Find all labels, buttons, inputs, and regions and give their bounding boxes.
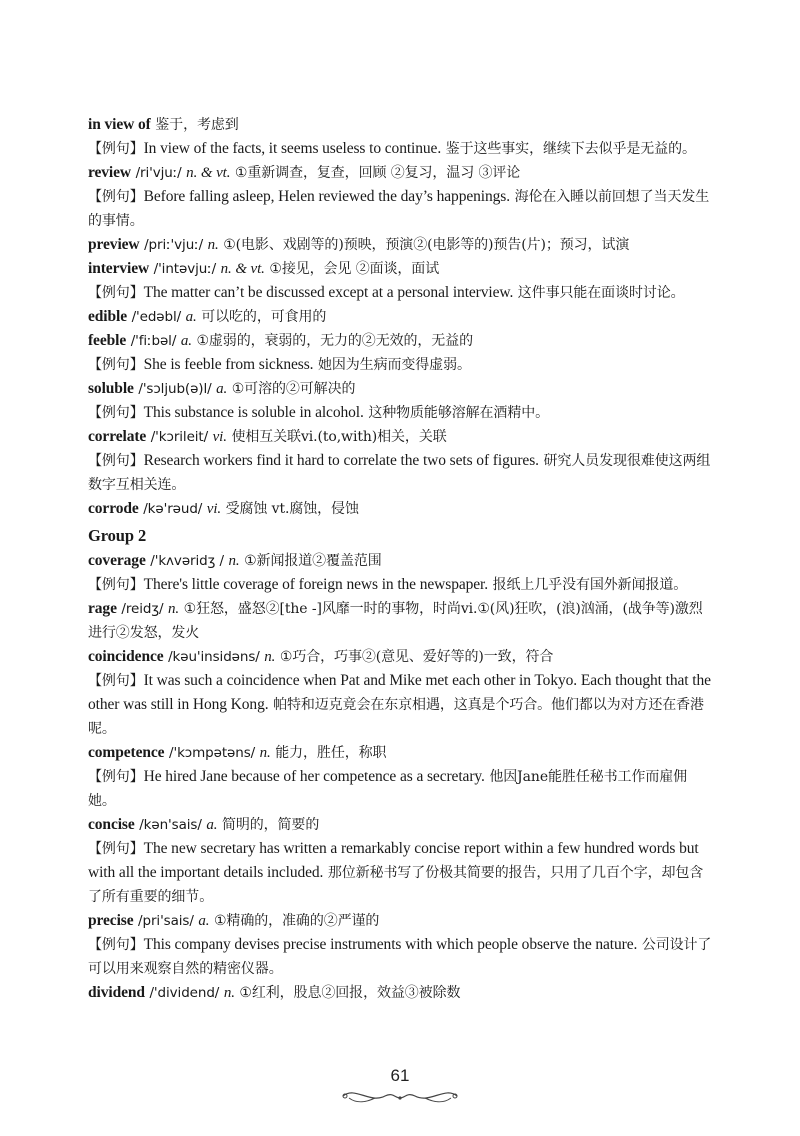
vocab-entry (88, 161, 712, 185)
pronunciation: /'sɔljub(ə)l/ (138, 381, 212, 397)
headword: competence (88, 744, 165, 761)
headword: precise (88, 912, 134, 929)
part-of-speech: n. (223, 985, 235, 1001)
headword: in view of (88, 116, 151, 133)
part-of-speech: n. & vt. (186, 165, 231, 181)
part-of-speech: vi. (212, 429, 227, 445)
example-label: 【例句】 (88, 937, 144, 953)
example-label: 【例句】 (88, 405, 144, 421)
pronunciation: /ri'vjuː/ (135, 165, 182, 181)
example-sentence (88, 573, 712, 597)
example-chinese: 那位新秘书写了份极其简要的报告，只用了几百个字，却包含了所有重要的细节。 (88, 865, 704, 905)
definition: 受腐蚀 vt.腐蚀，侵蚀 (225, 501, 359, 517)
example-label: 【例句】 (88, 673, 144, 689)
example-sentence (88, 401, 712, 425)
definition: 使相互关联vi.(to,with)相关，关联 (231, 429, 447, 445)
definition: ①精确的，准确的②严谨的 (213, 913, 380, 929)
group-heading: Group 2 (88, 526, 147, 545)
definition: ①新闻报道②覆盖范围 (244, 553, 382, 569)
pronunciation: /priː'vjuː/ (144, 237, 204, 253)
vocab-entry (88, 305, 712, 329)
example-label: 【例句】 (88, 285, 144, 301)
part-of-speech: a. (198, 913, 210, 929)
example-label: 【例句】 (88, 841, 144, 857)
part-of-speech: a. (185, 309, 197, 325)
example-chinese: 他因Jane能胜任秘书工作而雇佣她。 (88, 769, 688, 809)
example-chinese: 研究人员发现很难使这两组数字互相关连。 (88, 453, 711, 493)
example-chinese: 这件事只能在面谈时讨论。 (517, 285, 685, 301)
example-sentence (88, 449, 712, 497)
definition: ①虚弱的，衰弱的，无力的②无效的，无益的 (196, 333, 473, 349)
headword: rage (88, 600, 117, 617)
example-english: This company devises precise instruments with which people observe the nature. (143, 936, 638, 953)
example-chinese: 鉴于这些事实，继续下去似乎是无益的。 (445, 141, 696, 157)
example-english: Before falling asleep, Helen reviewed the day’s happenings. (143, 188, 511, 205)
vocab-entry (88, 113, 712, 137)
definition: 可以吃的，可食用的 (201, 309, 327, 325)
pronunciation: /reidʒ/ (121, 601, 164, 617)
page-number: 61 (390, 1066, 410, 1085)
example-english: There's little coverage of foreign news in the newspaper. (143, 576, 489, 593)
part-of-speech: n. (228, 553, 240, 569)
example-english: This substance is soluble in alcohol. (143, 404, 364, 421)
vocab-entry (88, 813, 712, 837)
vocab-entry (88, 981, 712, 1005)
headword: coincidence (88, 648, 164, 665)
example-chinese: 报纸上几乎没有国外新闻报道。 (492, 577, 688, 593)
example-sentence (88, 185, 712, 233)
part-of-speech: n. & vt. (220, 261, 265, 277)
example-sentence (88, 137, 712, 161)
example-chinese: 她因为生病而变得虚弱。 (317, 357, 471, 373)
page-content (88, 113, 712, 1005)
definition: 鉴于，考虑到 (155, 117, 239, 133)
example-chinese: 海伦在入睡以前回想了当天发生的事情。 (88, 189, 710, 229)
example-english: Research workers find it hard to correlate the two sets of figures. (143, 452, 539, 469)
pronunciation: /pri'sais/ (138, 913, 194, 929)
vocab-entry (88, 257, 712, 281)
pronunciation: /'fiːbəl/ (130, 333, 177, 349)
pronunciation: /'kɔrileit/ (150, 429, 209, 445)
pronunciation: /'dividend/ (149, 985, 220, 1001)
headword: corrode (88, 500, 139, 517)
vocab-entry (88, 741, 712, 765)
definition: 简明的，简要的 (221, 817, 320, 833)
example-label: 【例句】 (88, 189, 144, 205)
example-english: She is feeble from sickness. (143, 356, 314, 373)
page-footer (0, 1066, 800, 1106)
headword: coverage (88, 552, 146, 569)
example-sentence (88, 669, 712, 741)
example-sentence (88, 281, 712, 305)
example-english: The matter can’t be discussed except at a personal interview. (143, 284, 514, 301)
example-chinese: 这种物质能够溶解在酒精中。 (368, 405, 550, 421)
headword: interview (88, 260, 150, 277)
part-of-speech: n. (259, 745, 271, 761)
example-english: He hired Jane because of her competence as a secretary. (143, 768, 485, 785)
part-of-speech: a. (206, 817, 218, 833)
definition: 能力，胜任，称职 (275, 745, 387, 761)
definition: ①(电影、戏剧等的)预映，预演②(电影等的)预告(片)；预习，试演 (223, 237, 630, 253)
headword: feeble (88, 332, 127, 349)
example-sentence (88, 765, 712, 813)
definition: ①红利，股息②回报，效益③被除数 (239, 985, 461, 1001)
definition: ①接见，会见 ②面谈，面试 (269, 261, 440, 277)
example-sentence (88, 837, 712, 909)
part-of-speech: a. (180, 333, 192, 349)
pronunciation: /kə'rəud/ (143, 501, 203, 517)
headword: concise (88, 816, 135, 833)
vocab-entry (88, 645, 712, 669)
headword: dividend (88, 984, 145, 1001)
example-label: 【例句】 (88, 769, 144, 785)
pronunciation: /'intəvjuː/ (153, 261, 217, 277)
example-english: The new secretary has written a remarkably concise report within a few hundred words but with all the important details included. (88, 840, 699, 881)
definition: ①狂怒，盛怒②[the -]风靡一时的事物，时尚vi.①(风)狂吹，(浪)汹涌，(战争等)激烈进行②发怒，发火 (88, 601, 703, 641)
vocab-entry (88, 425, 712, 449)
pronunciation: /'edəbl/ (131, 309, 182, 325)
vocab-entry (88, 497, 712, 521)
headword: edible (88, 308, 128, 325)
part-of-speech: n. (168, 601, 180, 617)
part-of-speech: a. (216, 381, 228, 397)
pronunciation: /kəu'insidəns/ (168, 649, 260, 665)
example-label: 【例句】 (88, 141, 144, 157)
scroll-ornament-icon (335, 1084, 465, 1106)
definition: ①巧合，巧事②(意见、爱好等的)一致，符合 (279, 649, 554, 665)
example-label: 【例句】 (88, 577, 144, 593)
example-chinese: 帕特和迈克竟会在东京相遇，这真是个巧合。他们都以为对方还在香港呢。 (88, 697, 704, 737)
part-of-speech: vi. (206, 501, 222, 517)
vocab-entry (88, 377, 712, 401)
example-label: 【例句】 (88, 357, 144, 373)
example-label: 【例句】 (88, 453, 144, 469)
example-sentence (88, 933, 712, 981)
example-english: In view of the facts, it seems useless to continue. (143, 140, 442, 157)
vocab-entry (88, 233, 712, 257)
headword: soluble (88, 380, 134, 397)
pronunciation: /'kʌvəridʒ / (150, 553, 224, 569)
definition: ①重新调查，复查，回顾 ②复习，温习 ③评论 (234, 165, 521, 181)
example-sentence (88, 353, 712, 377)
headword: preview (88, 236, 140, 253)
vocab-entry (88, 597, 712, 645)
vocab-entry (88, 549, 712, 573)
example-chinese: 公司设计了可以用来观察自然的精密仪器。 (88, 937, 712, 977)
part-of-speech: n. (264, 649, 276, 665)
example-english: It was such a coincidence when Pat and Mike met each other in Tokyo. Each thought that the other was still in Hong Kong. (88, 672, 711, 713)
vocab-entry (88, 909, 712, 933)
vocab-entry (88, 329, 712, 353)
definition: ①可溶的②可解决的 (231, 381, 356, 397)
headword: review (88, 164, 132, 181)
headword: correlate (88, 428, 147, 445)
pronunciation: /kən'sais/ (139, 817, 202, 833)
part-of-speech: n. (207, 237, 219, 253)
pronunciation: /'kɔmpətəns/ (169, 745, 256, 761)
